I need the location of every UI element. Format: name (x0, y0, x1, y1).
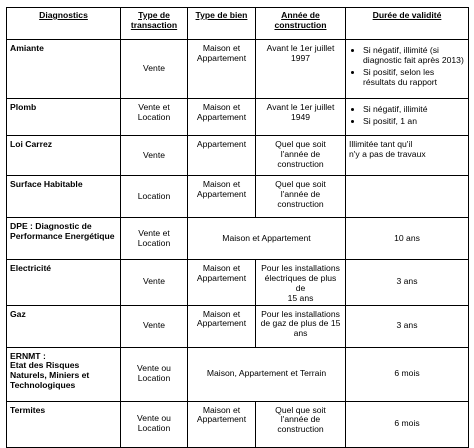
bien-cell (188, 176, 256, 218)
validite-item: • Si positif, 1 an (363, 117, 465, 127)
transaction-line: Location (137, 373, 171, 383)
validite-cell: 6 mois (346, 347, 469, 401)
validite-line: Illimitée tant qu'il (349, 139, 413, 149)
diagnostic-name: Plomb (7, 99, 121, 136)
transaction-cell: Location (121, 176, 188, 218)
diagnostic-name (7, 347, 121, 401)
construction-line: construction (277, 158, 324, 169)
construction-cell (256, 40, 346, 99)
transaction-line: Vente et (138, 102, 170, 112)
validite-cell: 3 ans (346, 260, 469, 306)
transaction-line: Vente ou (137, 363, 171, 374)
construction-cell (256, 305, 346, 347)
bien-line: Appartement (196, 272, 247, 283)
construction-line: construction (277, 424, 324, 435)
diagnostic-name: Gaz (7, 305, 121, 347)
diagnostic-name: Electricité (7, 260, 121, 306)
construction-line: 1997 (290, 52, 311, 63)
construction-line: ans (293, 328, 308, 339)
diagnostic-line: Etat des Risques (10, 360, 80, 371)
table-row (7, 99, 469, 136)
transaction-cell (121, 347, 188, 401)
header-construction: Année de construction (256, 8, 346, 40)
diagnostic-name: DPE : Diagnostic de Performance Energétique (7, 218, 121, 260)
validite-item: • Si négatif, illimité (si diagnostic fait après 2013) (363, 46, 465, 66)
bien-cell (188, 260, 256, 306)
bien-line: Maison et (202, 102, 241, 112)
construction-line: de gaz de plus de 15 (260, 318, 341, 329)
bien-line: Maison et (202, 263, 241, 273)
construction-line: l'année de (280, 414, 321, 425)
validite-cell: 6 mois (346, 401, 469, 447)
transaction-cell: Vente (121, 136, 188, 176)
bien-line: Appartement (196, 111, 247, 122)
validite-cell (346, 40, 469, 99)
construction-cell (256, 99, 346, 136)
transaction-cell: Vente (121, 305, 188, 347)
construction-cell (256, 176, 346, 218)
validite-list (349, 105, 465, 127)
construction-cell (256, 260, 346, 306)
validite-item: • Si négatif, illimité (363, 105, 465, 115)
table-row (7, 401, 469, 447)
diagnostic-line: ERNMT : (10, 350, 46, 361)
table-row (7, 218, 469, 260)
bien-construction-cell: Maison, Appartement et Terrain (188, 347, 346, 401)
diagnostic-name: Amiante (7, 40, 121, 99)
transaction-cell (121, 99, 188, 136)
bien-cell (188, 305, 256, 347)
construction-line: Pour les installations (261, 263, 340, 273)
transaction-line: Vente et (138, 227, 170, 238)
diagnostic-name: Termites (7, 401, 121, 447)
construction-line: Pour les installations (261, 308, 340, 319)
transaction-line: Location (137, 423, 171, 433)
transaction-line: Location (137, 111, 171, 122)
bien-line: Appartement (196, 318, 247, 329)
construction-line: électriques de plus de (264, 272, 337, 293)
validite-line: n'y a pas de travaux (349, 148, 426, 159)
diagnostic-line: Technologiques (10, 380, 76, 391)
table-row (7, 260, 469, 306)
construction-line: l'année de (280, 188, 321, 199)
bien-line: Maison et (202, 308, 241, 319)
diagnostic-name: Loi Carrez (7, 136, 121, 176)
transaction-cell (121, 218, 188, 260)
header-transaction: Type de transaction (121, 8, 188, 40)
validite-cell: 3 ans (346, 305, 469, 347)
validite-item: • Si positif, selon les résultats du rapport (363, 68, 465, 88)
transaction-cell (121, 401, 188, 447)
bien-cell (188, 99, 256, 136)
construction-line: Avant le 1er juillet (266, 43, 335, 53)
bien-cell (188, 401, 256, 447)
construction-line: Quel que soit (275, 139, 326, 149)
table-row (7, 40, 469, 99)
construction-line: Quel que soit (275, 404, 326, 415)
bien-line: Maison et (202, 404, 241, 415)
bien-line: Appartement (196, 188, 247, 199)
validite-cell (346, 99, 469, 136)
construction-line: 15 ans (287, 292, 314, 303)
construction-line: l'année de (280, 148, 321, 159)
diagnostics-table (6, 7, 469, 448)
construction-line: 1949 (290, 111, 311, 122)
diagnostic-line: Naturels, Miniers et (10, 370, 90, 381)
construction-cell (256, 401, 346, 447)
transaction-line: Location (137, 237, 171, 248)
table-row (7, 305, 469, 347)
bien-cell: Appartement (188, 136, 256, 176)
table-row (7, 347, 469, 401)
bien-construction-cell: Maison et Appartement (188, 218, 346, 260)
header-bien: Type de bien (188, 8, 256, 40)
bien-line: Appartement (196, 52, 247, 63)
construction-line: construction (277, 198, 324, 209)
bien-line: Maison et (202, 43, 241, 53)
validite-cell (346, 176, 469, 218)
table-row (7, 136, 469, 176)
table-row (7, 176, 469, 218)
construction-cell (256, 136, 346, 176)
validite-cell (346, 136, 469, 176)
bien-line: Appartement (196, 414, 247, 425)
transaction-cell: Vente (121, 260, 188, 306)
diagnostic-name: Surface Habitable (7, 176, 121, 218)
header-row (7, 8, 469, 40)
bien-cell (188, 40, 256, 99)
transaction-cell: Vente (121, 40, 188, 99)
header-validite: Durée de validité (346, 8, 469, 40)
validite-list (349, 46, 465, 88)
transaction-line: Vente ou (137, 413, 171, 424)
validite-cell: 10 ans (346, 218, 469, 260)
construction-line: Quel que soit (275, 179, 326, 189)
bien-line: Maison et (202, 179, 241, 189)
header-diagnostics: Diagnostics (7, 8, 121, 40)
construction-line: Avant le 1er juillet (266, 102, 335, 112)
